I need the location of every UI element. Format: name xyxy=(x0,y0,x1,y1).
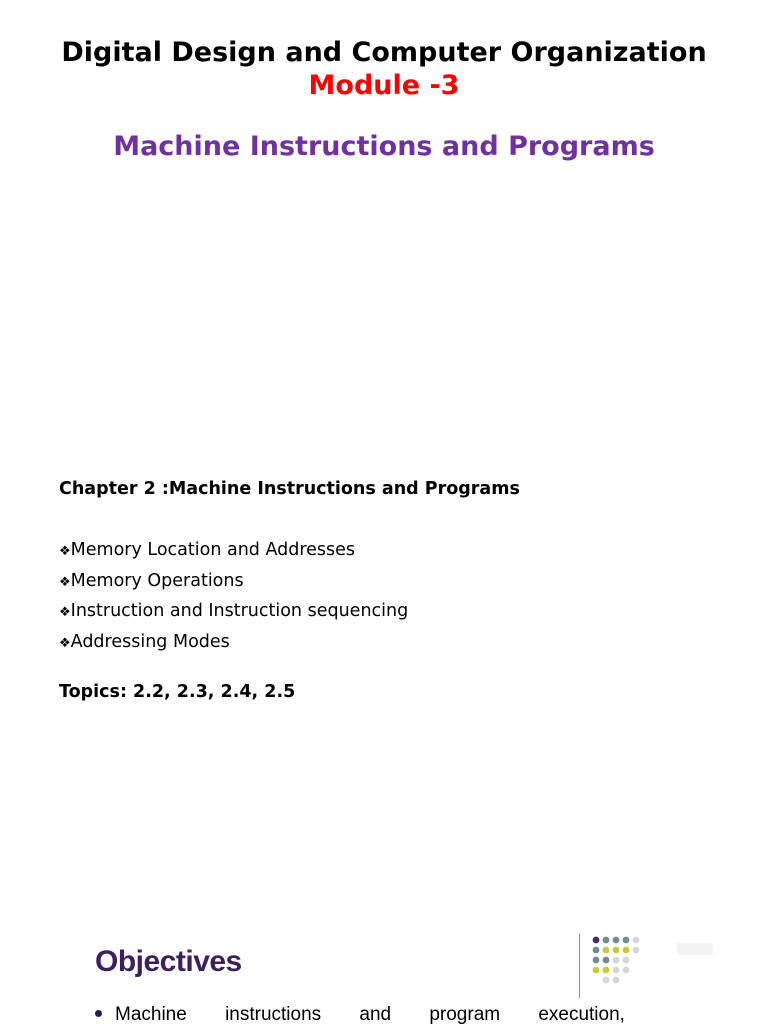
faded-block xyxy=(677,943,713,955)
decorative-dot xyxy=(613,947,620,954)
list-item xyxy=(59,567,408,598)
list-item xyxy=(59,536,408,567)
chapter-heading: Chapter 2 :Machine Instructions and Programs xyxy=(59,479,520,499)
topic-label: Addressing Modes xyxy=(70,632,230,653)
topic-label: Memory Location and Addresses xyxy=(70,540,356,560)
objectives-heading: Objectives xyxy=(95,945,242,978)
decorative-dot xyxy=(603,947,610,954)
bullet-dot-icon xyxy=(95,1010,102,1017)
decorative-dot xyxy=(633,937,640,944)
decorative-dot xyxy=(623,967,630,974)
diamond-bullet-icon: ❖ xyxy=(59,574,71,590)
document-title: Digital Design and Computer Organization xyxy=(61,37,707,68)
decorative-dot xyxy=(603,957,610,964)
decorative-dot xyxy=(623,957,630,964)
topic-list xyxy=(59,536,408,659)
section-title: Machine Instructions and Programs xyxy=(113,131,655,162)
slide-divider xyxy=(579,934,580,998)
slide-bullet-word: Machine xyxy=(95,1003,187,1024)
slide-bullet-word: instructions xyxy=(225,1004,322,1024)
topic-label: Memory Operations xyxy=(70,570,244,591)
decorative-dot-grid-icon xyxy=(591,935,721,985)
decorative-dot xyxy=(613,977,620,984)
decorative-dot xyxy=(603,967,610,974)
objectives-slide-fragment xyxy=(0,920,768,1024)
slide-bullet-word: program xyxy=(429,1004,501,1024)
diamond-bullet-icon: ❖ xyxy=(59,636,71,652)
decorative-dot xyxy=(593,967,600,974)
decorative-dot xyxy=(593,957,600,964)
topics-reference: Topics: 2.2, 2.3, 2.4, 2.5 xyxy=(59,682,296,702)
diamond-bullet-icon: ❖ xyxy=(59,544,71,559)
decorative-dot xyxy=(603,977,610,984)
decorative-dot xyxy=(613,967,620,974)
decorative-dot xyxy=(613,957,620,964)
module-label: Module -3 xyxy=(308,70,460,101)
decorative-dot xyxy=(593,947,600,954)
decorative-dot xyxy=(623,937,630,944)
decorative-dot xyxy=(593,937,600,944)
slide-bullet-line xyxy=(95,1003,625,1024)
decorative-dot xyxy=(603,937,610,944)
diamond-bullet-icon: ❖ xyxy=(59,605,71,621)
slide-bullet-word: execution, xyxy=(538,1004,625,1024)
decorative-dot xyxy=(633,947,640,954)
topic-label: Instruction and Instruction sequencing xyxy=(70,601,409,622)
decorative-dot xyxy=(623,947,630,954)
list-item xyxy=(59,597,408,628)
slide-bullet-word: and xyxy=(359,1004,392,1024)
list-item xyxy=(59,628,408,659)
decorative-dot xyxy=(613,937,620,944)
